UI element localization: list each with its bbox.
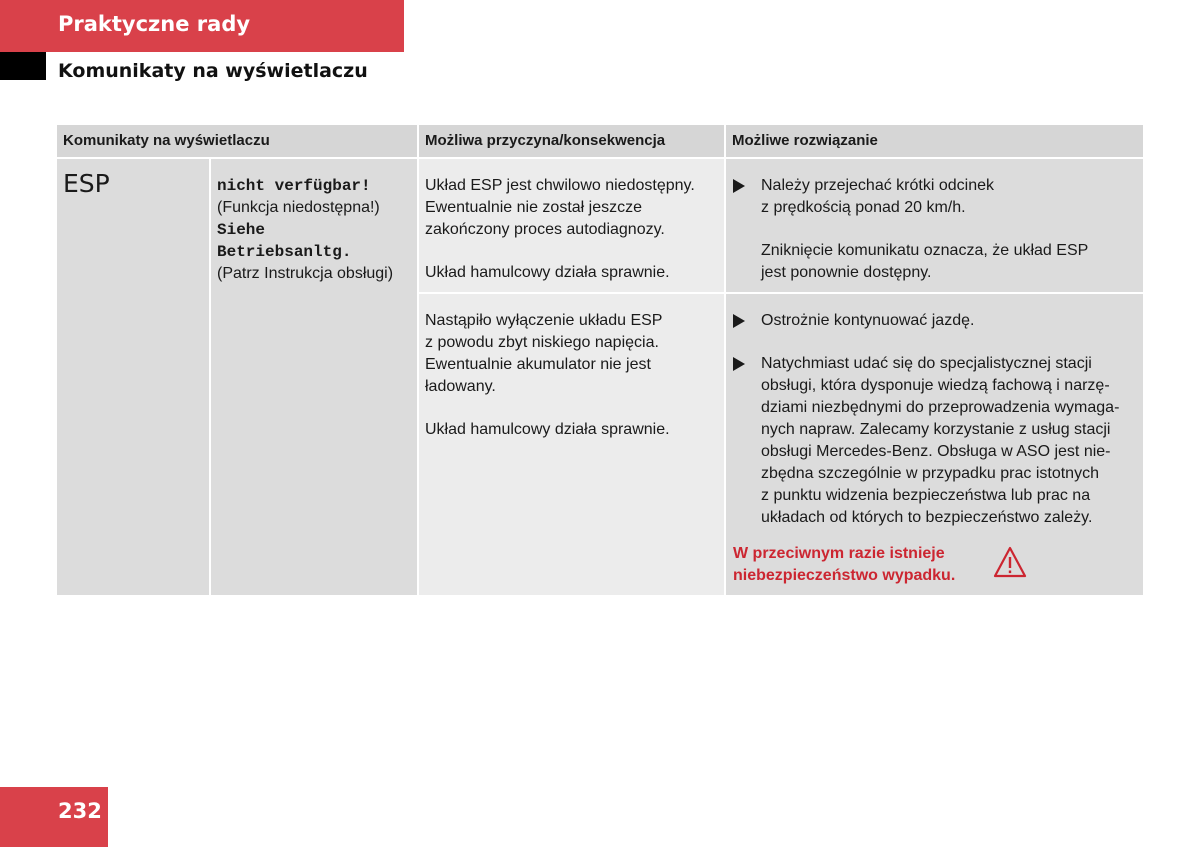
brake-status-text: Układ hamulcowy działa sprawnie. xyxy=(425,264,670,281)
message-cell xyxy=(211,159,417,595)
column-header-cause: Możliwa przyczyna/konsekwencja xyxy=(419,125,724,157)
triangle-bullet-icon xyxy=(733,314,745,328)
brake-status-text: Układ hamulcowy działa sprawnie. xyxy=(425,421,670,438)
display-messages-table xyxy=(57,125,1143,595)
solution-item: Ostrożnie kontynuować jazdę. xyxy=(733,310,1133,332)
section-title: Komunikaty na wyświetlaczu xyxy=(58,60,368,82)
column-header-message: Komunikaty na wyświetlaczu xyxy=(57,125,417,157)
cause-text: Nastąpiło wyłączenie układu ESP z powodu zbyt niskiego napięcia. Ewentualnie akumulator nie jest ładowany. xyxy=(425,312,663,395)
section-marker xyxy=(0,52,46,80)
message-text-pl: (Funkcja niedostępna!) xyxy=(217,199,380,216)
solution-item: Należy przejechać krótki odcinek z prędkością ponad 20 km/h. xyxy=(733,175,1133,219)
triangle-bullet-icon xyxy=(733,179,745,193)
message-text-de: nicht verfügbar! xyxy=(217,177,371,195)
accident-warning-text: W przeciwnym razie istnieje niebezpieczeństwo wypadku. xyxy=(733,545,956,584)
warning-triangle-icon xyxy=(993,546,1027,578)
solution-item: Natychmiast udać się do specjalistycznej stacji obsługi, która dysponuje wiedzą fachową i narzę- dziami niezbędnymi do przeprowadzenia wymaga- nych napraw. Zalecamy korzystanie z usług stacji obsługi Mercedes-Benz. Obsługa w ASO jest nie- zbędna szczególnie w przypadku prac istotnych z punktu widzenia bezpieczeństwa lub prac na układach od których to bezpieczeństwo zależy. xyxy=(733,353,1133,529)
cause-cell-2 xyxy=(419,294,724,595)
display-name-cell: ESP xyxy=(57,159,209,595)
solution-note: Zniknięcie komunikatu oznacza, że układ ESP jest ponownie dostępny. xyxy=(761,242,1089,281)
cause-text: Układ ESP jest chwilowo niedostępny. Ewentualnie nie został jeszcze zakończony proces autodiagnozy. xyxy=(425,177,695,238)
column-header-solution: Możliwe rozwiązanie xyxy=(726,125,1143,157)
chapter-title: Praktyczne rady xyxy=(58,12,251,36)
triangle-bullet-icon xyxy=(733,357,745,371)
message-text-pl: (Patrz Instrukcja obsługi) xyxy=(217,265,394,282)
page-number: 232 xyxy=(58,799,102,823)
cause-cell-1 xyxy=(419,159,724,292)
message-text-de: Siehe xyxy=(217,221,266,239)
solution-cell-1 xyxy=(726,159,1143,292)
message-text-de: Betriebsanltg. xyxy=(217,243,352,261)
